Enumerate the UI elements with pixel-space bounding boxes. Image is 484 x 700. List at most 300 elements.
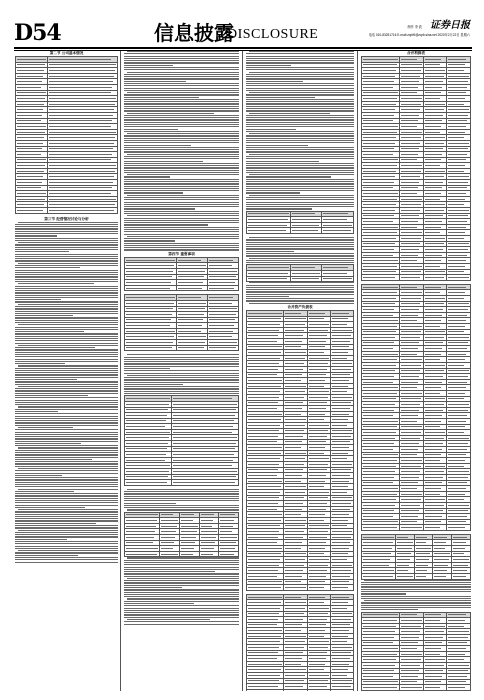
- text-line: [246, 186, 354, 187]
- text-line: [15, 224, 118, 225]
- text-line: [246, 99, 354, 100]
- text-line: [124, 145, 191, 146]
- table-cell: [362, 685, 400, 691]
- text-line: [124, 571, 215, 572]
- text-line: [15, 466, 118, 467]
- text-line: [124, 106, 239, 107]
- text-line: [246, 287, 354, 288]
- text-line: [127, 51, 239, 52]
- text-line: [246, 251, 294, 252]
- table-cell: [447, 275, 471, 281]
- table-cell: [452, 574, 471, 580]
- table-cell: [423, 275, 447, 281]
- table-cell: [247, 689, 284, 691]
- table-cell: [179, 551, 199, 557]
- table-cell: [177, 345, 208, 351]
- text-line: [15, 359, 118, 360]
- text-line: [124, 370, 239, 371]
- text-line: [15, 265, 118, 266]
- table-row: [362, 525, 471, 531]
- text-line: [15, 368, 118, 369]
- body-text-block: [124, 354, 239, 394]
- text-line: [15, 251, 69, 252]
- text-line: [15, 381, 118, 382]
- text-line: [246, 255, 354, 256]
- text-line: [124, 101, 239, 102]
- text-line: [124, 580, 239, 581]
- text-line: [127, 133, 239, 134]
- text-line: [15, 374, 118, 375]
- table-cell: [362, 574, 396, 580]
- body-text-block: [246, 282, 354, 304]
- text-line: [124, 129, 178, 130]
- text-line: [15, 511, 118, 512]
- text-line: [124, 624, 239, 625]
- section-title: 信息披露: [154, 21, 234, 45]
- text-line: [15, 404, 118, 405]
- table-cell: [219, 551, 239, 557]
- text-line: [246, 239, 354, 240]
- table-cell: [362, 275, 400, 281]
- text-line: [246, 199, 354, 200]
- text-line: [124, 83, 239, 84]
- text-line: [15, 536, 118, 537]
- body-text-block: [124, 51, 239, 251]
- text-line: [124, 594, 239, 595]
- text-line: [246, 260, 354, 261]
- text-line: [127, 92, 239, 93]
- text-line: [15, 457, 118, 458]
- text-line: [124, 500, 239, 501]
- text-line: [246, 103, 354, 104]
- text-line: [15, 413, 118, 414]
- text-line: [15, 388, 118, 389]
- text-line: [249, 113, 330, 114]
- text-line: [127, 578, 239, 579]
- text-line: [18, 242, 118, 243]
- text-line: [15, 379, 77, 380]
- table-cell: [330, 689, 353, 691]
- text-line: [124, 589, 239, 590]
- text-line: [15, 477, 118, 478]
- text-line: [124, 569, 239, 570]
- text-line: [15, 238, 118, 239]
- table-cell: [199, 551, 219, 557]
- text-line: [127, 375, 239, 376]
- text-line: [249, 154, 354, 155]
- text-line: [15, 505, 118, 506]
- table-cell: [284, 585, 307, 591]
- text-line: [124, 99, 239, 100]
- text-line: [246, 88, 354, 89]
- text-line: [15, 276, 118, 277]
- text-line: [15, 233, 118, 234]
- text-line: [15, 247, 118, 248]
- text-line: [15, 525, 118, 526]
- text-line: [15, 290, 118, 291]
- column-section-title: 第四节 重要事项: [168, 251, 195, 256]
- text-line: [15, 267, 80, 268]
- text-line: [124, 585, 239, 586]
- text-line: [15, 518, 118, 519]
- table-cell: [395, 574, 414, 580]
- text-line: [124, 361, 239, 362]
- text-line: [246, 188, 354, 189]
- text-line: [15, 470, 118, 471]
- table-row: [125, 551, 239, 557]
- text-line: [246, 176, 331, 177]
- table-cell: [447, 525, 471, 531]
- text-line: [249, 195, 354, 196]
- text-line: [15, 306, 118, 307]
- text-line: [18, 489, 118, 490]
- text-line: [15, 420, 118, 421]
- text-line: [124, 190, 239, 191]
- text-line: [15, 331, 84, 332]
- text-line: [127, 236, 239, 237]
- text-line: [246, 110, 354, 111]
- text-line: [249, 303, 354, 304]
- text-line: [246, 138, 354, 139]
- text-line: [246, 206, 354, 207]
- text-line: [15, 491, 74, 492]
- text-line: [15, 552, 118, 553]
- text-line: [124, 142, 239, 143]
- text-line: [124, 576, 239, 577]
- table-row: [362, 275, 471, 281]
- text-line: [18, 447, 118, 448]
- text-line: [246, 300, 354, 301]
- text-line: [246, 90, 354, 91]
- text-line: [361, 598, 471, 599]
- text-line: [124, 119, 239, 120]
- text-line: [246, 242, 354, 243]
- text-line: [246, 149, 354, 150]
- column-divider: [120, 51, 121, 691]
- text-line: [15, 438, 118, 439]
- text-line: [124, 131, 239, 132]
- text-line: [124, 388, 239, 389]
- text-line: [361, 586, 471, 587]
- text-line: [246, 56, 354, 57]
- text-line: [246, 163, 354, 164]
- text-line: [246, 183, 354, 184]
- text-line: [124, 382, 239, 383]
- text-line: [124, 614, 239, 615]
- text-line: [124, 151, 239, 152]
- text-line: [361, 602, 471, 603]
- body-text-block: [124, 489, 239, 511]
- text-line: [249, 174, 354, 175]
- text-line: [246, 145, 308, 146]
- text-line: [246, 244, 354, 245]
- table-row: [247, 276, 354, 282]
- text-line: [15, 397, 118, 398]
- table-cell: [247, 276, 291, 282]
- text-line: [246, 85, 354, 86]
- table-cell: [125, 480, 172, 486]
- text-line: [124, 608, 239, 609]
- text-line: [249, 282, 354, 283]
- text-line: [124, 126, 239, 127]
- text-line: [249, 133, 354, 134]
- text-line: [15, 292, 118, 293]
- text-line: [127, 489, 239, 490]
- text-line: [124, 56, 239, 57]
- text-line: [15, 475, 62, 476]
- text-line: [246, 289, 354, 290]
- text-line: [15, 356, 118, 357]
- text-line: [246, 115, 354, 116]
- text-line: [246, 294, 354, 295]
- text-line: [15, 393, 118, 394]
- data-table: [124, 257, 239, 292]
- text-line: [15, 548, 118, 549]
- text-line: [124, 373, 239, 374]
- table-cell: [171, 480, 238, 486]
- text-line: [18, 509, 118, 510]
- text-line: [15, 450, 118, 451]
- body-text-block: [15, 222, 118, 563]
- text-line: [246, 285, 354, 286]
- text-line: [246, 192, 300, 193]
- text-line: [246, 69, 354, 70]
- text-line: [124, 596, 239, 597]
- text-line: [15, 377, 118, 378]
- text-line: [15, 452, 118, 453]
- text-line: [124, 224, 208, 225]
- text-line: [124, 377, 239, 378]
- text-line: [246, 124, 354, 125]
- text-line: [15, 473, 118, 474]
- page-header: [14, 20, 472, 46]
- text-line: [246, 67, 354, 68]
- text-line: [246, 262, 354, 263]
- text-line: [124, 240, 175, 241]
- text-line: [15, 308, 118, 309]
- table-cell: [400, 275, 424, 281]
- column-3: [246, 51, 354, 691]
- text-line: [124, 231, 239, 232]
- contact-line: 电话 010-83251716 E-mail:zqrb9@zqrb.sina.net: [368, 33, 437, 37]
- text-line: [15, 500, 118, 501]
- table-cell: [307, 689, 330, 691]
- text-line: [124, 229, 239, 230]
- text-line: [246, 58, 354, 59]
- text-line: [246, 197, 354, 198]
- text-line: [15, 486, 118, 487]
- table-row: [125, 345, 239, 351]
- text-line: [15, 340, 118, 341]
- text-line: [15, 454, 118, 455]
- text-line: [124, 183, 239, 184]
- text-line: [15, 258, 118, 259]
- section-title-en: DISCLOSURE: [227, 27, 319, 42]
- text-line: [124, 386, 239, 387]
- text-line: [246, 161, 319, 162]
- column-section-title: 合并利润表: [407, 51, 425, 55]
- data-table: [361, 534, 471, 580]
- data-table: [246, 211, 354, 234]
- data-table: [246, 310, 354, 591]
- text-line: [127, 354, 239, 355]
- text-line: [15, 539, 67, 540]
- text-line: [246, 94, 354, 95]
- text-line: [249, 237, 354, 238]
- data-table: [124, 294, 239, 351]
- text-line: [246, 129, 296, 130]
- text-line: [124, 363, 239, 364]
- text-line: [246, 156, 354, 157]
- text-line: [124, 573, 239, 574]
- text-line: [127, 195, 239, 196]
- text-line: [124, 359, 239, 360]
- text-line: [15, 559, 118, 560]
- text-line: [18, 386, 118, 387]
- text-line: [15, 484, 118, 485]
- column-section-title: 第三节 经营情况讨论与分析: [44, 216, 89, 221]
- text-line: [124, 158, 239, 159]
- text-line: [124, 617, 239, 618]
- data-table: [246, 264, 354, 282]
- text-line: [15, 543, 118, 544]
- text-line: [364, 600, 471, 601]
- text-line: [15, 495, 118, 496]
- text-line: [246, 181, 354, 182]
- text-line: [15, 260, 118, 261]
- text-line: [15, 286, 118, 287]
- text-line: [18, 427, 73, 428]
- text-line: [15, 347, 95, 348]
- table-row: [247, 228, 354, 234]
- text-line: [124, 156, 239, 157]
- table-cell: [284, 689, 307, 691]
- text-line: [124, 60, 239, 61]
- text-line: [15, 279, 118, 280]
- text-line: [15, 541, 118, 542]
- contact-and-date: [369, 33, 470, 37]
- text-line: [15, 288, 118, 289]
- text-line: [124, 491, 239, 492]
- table-cell: [307, 585, 330, 591]
- body-text-block: [361, 580, 471, 611]
- column-divider: [357, 51, 358, 691]
- table-cell: [423, 525, 447, 531]
- text-line: [15, 534, 118, 535]
- text-line: [124, 140, 239, 141]
- body-text-block: [124, 557, 239, 624]
- text-line: [246, 119, 354, 120]
- table-cell: [322, 228, 354, 234]
- text-line: [127, 619, 210, 620]
- text-line: [124, 621, 239, 622]
- text-line: [124, 69, 239, 70]
- text-line: [18, 406, 118, 407]
- text-line: [124, 179, 239, 180]
- text-line: [124, 62, 239, 63]
- text-line: [15, 445, 118, 446]
- text-line: [124, 53, 239, 54]
- table-cell: [362, 525, 400, 531]
- text-line: [127, 509, 239, 510]
- text-line: [361, 582, 471, 583]
- text-line: [124, 124, 239, 125]
- date-line: 2020年2月22日 星期六: [437, 33, 470, 37]
- text-line: [246, 142, 354, 143]
- header-rule: [14, 47, 472, 49]
- text-line: [364, 580, 471, 581]
- text-line: [15, 256, 118, 257]
- text-line: [124, 357, 239, 358]
- text-line: [15, 514, 118, 515]
- text-line: [361, 584, 471, 585]
- text-line: [361, 593, 406, 594]
- text-line: [124, 503, 176, 504]
- text-line: [246, 108, 354, 109]
- text-line: [15, 311, 118, 312]
- text-line: [249, 92, 354, 93]
- text-line: [124, 163, 239, 164]
- text-line: [18, 283, 94, 284]
- data-table: [361, 612, 471, 691]
- text-line: [124, 161, 203, 162]
- column-section-title: 第二节 公司基本情况: [49, 51, 84, 55]
- text-line: [246, 167, 354, 168]
- text-line: [15, 315, 73, 316]
- text-line: [124, 213, 239, 214]
- text-line: [127, 174, 239, 175]
- table-cell: [125, 285, 177, 291]
- text-line: [246, 147, 354, 148]
- text-line: [15, 372, 118, 373]
- text-line: [15, 249, 118, 250]
- table-cell: [125, 551, 160, 557]
- text-line: [246, 74, 354, 75]
- table-row: [16, 208, 118, 214]
- table-row: [362, 574, 471, 580]
- text-line: [124, 601, 239, 602]
- text-line: [361, 605, 471, 606]
- text-line: [124, 220, 239, 221]
- table-cell: [247, 585, 284, 591]
- text-line: [246, 78, 354, 79]
- text-line: [246, 101, 354, 102]
- text-line: [15, 402, 118, 403]
- text-line: [15, 527, 118, 528]
- masthead-logo: 证券日报: [430, 20, 470, 31]
- text-line: [246, 62, 354, 63]
- text-line: [15, 338, 118, 339]
- data-table: [361, 56, 471, 281]
- page-number: D54: [14, 20, 61, 46]
- text-line: [15, 532, 118, 533]
- text-line: [361, 589, 471, 590]
- text-line: [249, 51, 354, 52]
- text-line: [15, 270, 118, 271]
- text-line: [15, 520, 118, 521]
- text-line: [124, 587, 182, 588]
- text-line: [124, 505, 239, 506]
- column-2: [124, 51, 239, 691]
- text-line: [15, 395, 88, 396]
- column-divider: [242, 51, 243, 691]
- text-line: [15, 516, 118, 517]
- text-line: [124, 567, 239, 568]
- text-line: [246, 122, 354, 123]
- text-line: [15, 327, 118, 328]
- table-cell: [447, 685, 471, 691]
- text-line: [124, 97, 199, 98]
